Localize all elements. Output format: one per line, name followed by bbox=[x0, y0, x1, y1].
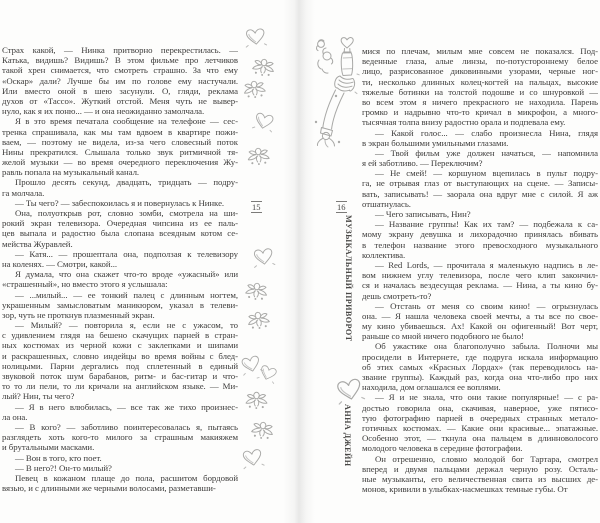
text-line: во всем этом я ничего прекрасного не находила. Парень bbox=[362, 96, 598, 107]
heart-doodle bbox=[251, 245, 277, 269]
text-line: тую фотографию парней в очередных странных метало- bbox=[362, 412, 598, 423]
text-line: Страх какой, — Нинка притворно перекрестилась. — bbox=[2, 45, 238, 55]
text-line: мейства Журавлей. bbox=[2, 238, 73, 249]
text-line: равль попала на музыкальный канал. bbox=[2, 167, 140, 178]
text-line: громко и надрывно что-то кричал в микрофон, а много- bbox=[362, 107, 598, 118]
text-line: Я в это время печатала сообщение на телефоне — сес- bbox=[15, 116, 238, 127]
text-line: — Название группы! Как их там? — подбежала к са- bbox=[375, 219, 598, 230]
text-line: «страшенный», но вместо этого я услышала: bbox=[2, 279, 168, 290]
hand-flowers-sketch bbox=[313, 32, 361, 150]
text-line: монов, кривили в улыбках-насмешках темные губы. От bbox=[362, 484, 568, 495]
text-line: му кино убиваешься. Ах! Какой он офигенный! Вот черт, bbox=[362, 321, 598, 332]
text-line: на коленях. — Смотри, какой... bbox=[2, 258, 118, 269]
text-line: — В него?! Он-то милый? bbox=[15, 462, 112, 473]
text-line: вперед и двумя пальцами держал черную розу. Осталь- bbox=[362, 463, 598, 474]
text-line: звание группы). Каждый раз, когда она что-либо про них bbox=[362, 372, 598, 382]
text-line: в телефон название этого превосходного музыкального bbox=[362, 239, 598, 250]
text-line: находила, дом оглашался ее воплями. bbox=[362, 382, 501, 393]
text-line: — Не смей! — коршуном вцепилась в пульт подру- bbox=[375, 168, 598, 179]
text-line: — В кого? — заботливо поинтересовалась я, пытаясь bbox=[15, 421, 238, 432]
flower-doodle bbox=[244, 390, 269, 409]
text-line: я ей заботливо. — Переключим? bbox=[362, 158, 483, 169]
text-line: Катька, видишь? Видишь? В этом фильме про летчиков bbox=[2, 55, 238, 66]
text-line: мому экрану девушка и лихорадочно принялась вбивать bbox=[362, 229, 598, 240]
text-line: ти, несколько длинных колец-когтей на пальцах, высокие bbox=[362, 76, 598, 87]
text-line: — Твой фильм уже должен начаться, — напомнила bbox=[375, 147, 598, 158]
text-line: — Милый? — повторила я, если не с ужасом, то bbox=[15, 320, 238, 331]
text-line: цев выпала и радостно была слопана всеядным котом се- bbox=[2, 228, 238, 239]
text-line: тяжелые ботинки на толстой подошве и со шнуровкой — bbox=[362, 86, 598, 97]
flower-doodle bbox=[241, 78, 268, 100]
text-line: — Я и не знала, что они такие популярные! — с ра- bbox=[375, 392, 598, 403]
heart-doodle bbox=[251, 109, 277, 133]
text-line: готичных костюмах. — Какие они красивые... эпатажные. bbox=[362, 422, 598, 433]
page-gutter bbox=[283, 0, 315, 523]
text-line: желой музыки — во время очередного переключения Жу- bbox=[2, 157, 238, 168]
text-line: лицо, разрисованное диковинными узорами, черные ног- bbox=[362, 66, 598, 77]
text-line: Прошло десять секунд, двадцать, тридцать — подру- bbox=[15, 177, 238, 188]
text-line: духов от «Тассо». Жуткий отстой. Меня чуть не вывер- bbox=[2, 95, 238, 106]
text-line: и раскрашенных, словно индейцы во время войны с блед- bbox=[2, 350, 238, 361]
text-line: просидели в Интернете, где подруга искала информацию bbox=[362, 351, 598, 362]
text-line: ла она. bbox=[2, 411, 28, 422]
heart-doodle bbox=[256, 361, 281, 384]
text-line: коллектива. bbox=[362, 249, 406, 260]
text-line: Об ужастике она благополучно забыла. Полночи мы bbox=[375, 341, 598, 352]
text-line: — Я в него влюбилась, — все так же тихо произнес- bbox=[15, 401, 238, 412]
text-line: ся и началась вездесущая реклама. — Нина, а ты кино бу- bbox=[362, 280, 598, 291]
text-line: Она, полуоткрыв рот, словно зомби, смотрела на ши- bbox=[15, 208, 238, 218]
text-line: в экран большими умильными глазами. bbox=[362, 137, 509, 148]
text-line: — Вон в того, кто поет. bbox=[15, 452, 102, 463]
left-page-text bbox=[2, 45, 238, 493]
text-line: ные музыканты, его величественная свита из высших де- bbox=[362, 473, 598, 484]
text-line: тысячная толпа внизу радостно орала и подпевала ему. bbox=[362, 117, 566, 128]
text-line: «Оскар» дали? Лучше бы им по голове ему настучали. bbox=[2, 75, 238, 86]
flower-doodle bbox=[245, 145, 271, 166]
page-number-left: 15 bbox=[252, 202, 261, 212]
text-line: зор, чуть не проткнув плазменный экран. bbox=[2, 309, 155, 320]
text-line: Или вместо оной в шею засунули. О, гляди, реклама bbox=[2, 85, 238, 96]
text-line: молодого человека в середине фотографии. bbox=[362, 443, 523, 454]
text-line: звуковой поток шум барабанов, ритм- и бас-гитар и что- bbox=[2, 371, 238, 381]
text-line: га, не отрывая глаз от выступающих на сцене. — Записы- bbox=[362, 178, 598, 189]
heart-doodle bbox=[239, 445, 265, 470]
text-line: достью говорила она, скачивая, наверное, уже пятисо- bbox=[362, 402, 598, 413]
text-line: Особенно этот, — ткнула она пальцем в длинноволосого bbox=[362, 433, 598, 444]
text-line: рокий экран телевизора. Очередная чипсина из ее паль- bbox=[2, 218, 238, 229]
text-line: га молчала. bbox=[2, 187, 45, 198]
text-line: вом нижнем углу телевизора, после чего клип закончил- bbox=[362, 270, 598, 281]
text-line: раньше со мной ничего подобного не было! bbox=[362, 331, 524, 342]
text-line: — Катя... — прошептала она, подползая к телевизору bbox=[15, 248, 238, 259]
text-line: ных костюмах из черной кожи с заклепками и шипами bbox=[2, 340, 238, 351]
text-line: тренка спрашивала, как мы там вдвоем в квартире пожи- bbox=[2, 126, 238, 137]
flower-doodle bbox=[245, 308, 272, 330]
text-line: то то ли пели, то ли кричали на английском языке. — Ми- bbox=[2, 381, 238, 392]
right-page-text bbox=[362, 46, 598, 494]
text-line: отшатнулась. bbox=[362, 198, 411, 209]
text-line: — Чего записывать, Нин? bbox=[375, 209, 471, 219]
text-line: — Ты чего? — забеспокоилась я и повернулась к Нинке. bbox=[15, 197, 225, 208]
text-line: мися по плечам, милым мне совсем не показался. Под- bbox=[362, 46, 598, 56]
text-line: Он отрешенно, словно молодой бог Тартара, смотрел bbox=[375, 453, 598, 464]
text-line: Нины прекратился. Слышала только звук ритмичной тя- bbox=[2, 146, 238, 157]
text-line: веденные глаза, алые линзы, по-потустороннему белое bbox=[362, 56, 598, 67]
flower-doodle bbox=[249, 418, 276, 440]
text-line: нуло, как я их поню... — и она неожиданно замолчала. bbox=[2, 106, 205, 117]
text-line: ваем, — поэтому не видела, из-за чего словесный поток bbox=[2, 136, 238, 147]
text-line: она. — Я нашла человека своей мечты, а ты все по свое- bbox=[362, 310, 598, 321]
text-line: дешь смотреть-то? bbox=[362, 290, 432, 301]
text-line: Певец в кожаном плаще до пола, расшитом бордовой bbox=[15, 472, 238, 483]
text-line: и брутальными масками. bbox=[2, 442, 95, 453]
text-line: об этих самых «Красных Лордах» (так переводилось на- bbox=[362, 361, 598, 372]
text-line: — ...милый... — ее тонкий палец с длинным ногтем, bbox=[15, 289, 238, 300]
text-line: лый? Нин, ты чего? bbox=[2, 391, 75, 402]
flower-doodle bbox=[243, 280, 270, 302]
text-line: вать, записывать! — заорала она вдруг мне с силой. Я аж bbox=[362, 188, 598, 199]
heart-doodle bbox=[243, 25, 268, 48]
flower-doodle bbox=[250, 55, 277, 77]
text-line: нолицыми. Парни дергались под сплетенный в единый bbox=[2, 360, 238, 371]
text-line: украшенным замысловатым маникюром, указал в телеви- bbox=[2, 299, 238, 310]
book-title-vertical: МУЗЫКАЛЬНЫЙ ПРИВОРОТ bbox=[344, 215, 353, 342]
text-line: — Отстань от меня со своим кино! — огрызнулась bbox=[375, 300, 598, 311]
text-line: с удивлением глядя на бешено скачущих парней в стран- bbox=[2, 330, 238, 341]
text-line: такой хрен снимается, что смотреть страшно. За что ему bbox=[2, 65, 238, 76]
text-line: разглядеть хоть кого-то милого за страшным макияжем bbox=[2, 432, 238, 443]
book-author-vertical: АННА ДЖЕЙН bbox=[343, 404, 352, 467]
text-line: Я думала, что она скажет что-то вроде «ужасный» или bbox=[15, 269, 238, 280]
page-number-right: 16 bbox=[337, 202, 346, 212]
text-line: — Какой голос... — слабо произнесла Нина, глядя bbox=[375, 127, 598, 138]
text-line: — Red Lords, — прочитала я маленькую надпись в ле- bbox=[375, 259, 598, 270]
text-line: вязью, и с длинными же черными волосами, разметавши- bbox=[2, 483, 216, 494]
